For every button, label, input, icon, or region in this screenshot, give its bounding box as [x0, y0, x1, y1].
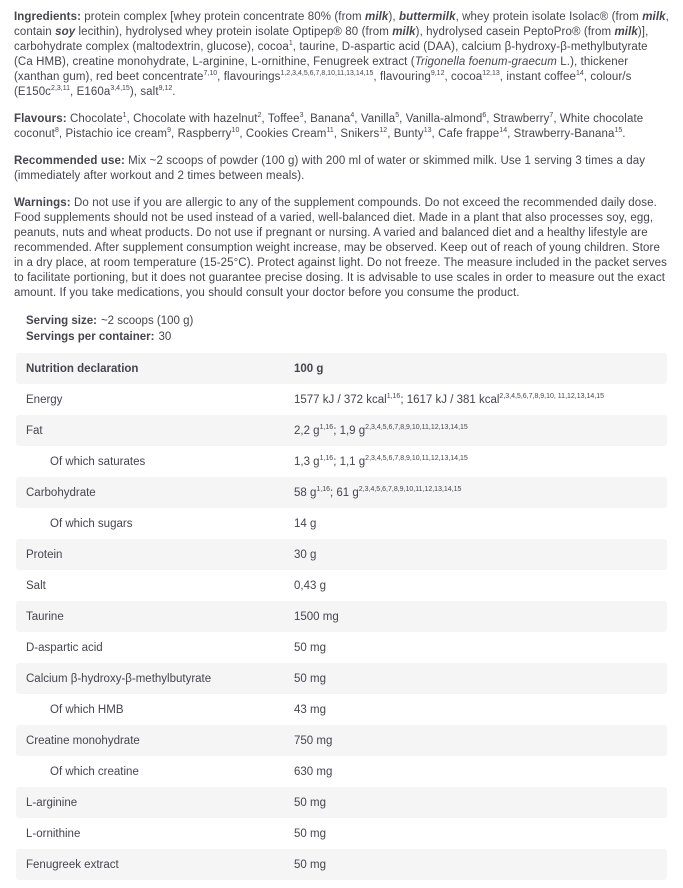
table-row: [16, 384, 667, 415]
nutrient-value: 50 mg: [294, 672, 326, 685]
serving-size-line: [26, 313, 669, 329]
table-header-value: 100 g: [294, 362, 324, 375]
nutrition-table: [16, 353, 667, 880]
servings-per-container-value: 30: [158, 331, 172, 343]
table-row: [16, 632, 667, 663]
nutrient-label: Of which HMB: [50, 703, 124, 716]
nutrient-label: Calcium β-hydroxy-β-methylbutyrate: [26, 672, 212, 685]
table-row: [16, 477, 667, 508]
serving-size-value: ~2 scoops (100 g): [100, 315, 194, 327]
servings-per-container-label: Servings per container:: [26, 331, 155, 343]
nutrient-value: 50 mg: [294, 796, 326, 809]
nutrient-label: Of which sugars: [50, 517, 133, 530]
table-row: [16, 849, 667, 880]
table-row: [16, 415, 667, 446]
table-row: [16, 446, 667, 477]
nutrient-value: 50 mg: [294, 827, 326, 840]
nutrient-value: 50 mg: [294, 858, 326, 871]
serving-info: [26, 313, 669, 345]
nutrient-value: 1500 mg: [294, 610, 339, 623]
nutrient-label: L-arginine: [26, 796, 78, 809]
serving-size-label: Serving size:: [26, 315, 97, 327]
table-row: [16, 694, 667, 725]
table-row: [16, 818, 667, 849]
table-row: [16, 508, 667, 539]
ingredients-paragraph: Ingredients: protein complex [whey protein concentrate 80% (from milk), buttermilk, whey protein isolate Isolac® (from milk, contain soy lecithin), hydrolysed whey protein isolate Optipep® 80 (from milk), hydrolysed casein PeptoPro® (from milk)], carbohydrate complex (maltodextrin, glucose), cocoa$^1$, taurine, D-aspartic acid (DAA), calcium β-hydroxy-β-methylbutyrate (Ca HMB), creatine monohydrate, L-arginine, L-ornithine, Fenugreek extract (Trigonella foenum-graecum L.), thickener (xanthan gum), red beet concentrate$^{7,10}$, flavourings$^{1,2,3,4,5,6,7,8,10,11,13,14,15}$, flavouring$^{9,12}$, cocoa$^{12,13}$, instant coffee$^{14}$, colour/s ($E150c^{2,3,11}$, $E160a^{3,4,15}$), salt$^{9,12}$.: [14, 11, 669, 98]
nutrient-value: 750 mg: [294, 734, 333, 747]
nutrient-label: Salt: [26, 579, 46, 592]
nutrient-value: 1,3 $g^{1,16}$; 1,1 $g^{2,3,4,5,6,7,8,9,10,11,12,13,14,15}$: [294, 454, 468, 468]
table-header-row: [16, 353, 667, 384]
nutrient-value: 0,43 g: [294, 579, 326, 592]
nutrient-label: Fenugreek extract: [26, 858, 119, 871]
nutrient-value: 14 g: [294, 517, 317, 530]
nutrient-label: Carbohydrate: [26, 486, 96, 499]
recommended-use-paragraph: Recommended use: Mix ~2 scoops of powder (100 g) with 200 ml of water or skimmed milk. Use 1 serving 3 times a day (immediately after workout and 2 times between meals).: [14, 155, 646, 182]
table-header-label: Nutrition declaration: [26, 362, 139, 375]
nutrient-value: 50 mg: [294, 641, 326, 654]
nutrient-label: L-ornithine: [26, 827, 81, 840]
nutrient-label: Protein: [26, 548, 63, 561]
table-row: [16, 756, 667, 787]
nutrient-value: 1577 kJ / 372 kcal$^{1,16}$; 1617 kJ / 381 kcal$^{2,3,4,5,6,7,8,9,10, 11,12,13,14,15}$: [294, 392, 604, 406]
table-row: [16, 725, 667, 756]
table-row: [16, 601, 667, 632]
warnings-paragraph: Warnings: Do not use if you are allergic to any of the supplement compounds. Do not exceed the recommended daily dose. Food supplements should not be used instead of a varied, well-balanced diet. Made in a plant that also processes soy, egg, peanuts, nuts and wheat products. Do not use if pregnant or nursing. A varied and balanced diet and a healthy lifestyle are recommended. After supplement consumption weight increase, may be observed. Keep out of reach of young children. Store in a dry place, at room temperature (15-25°C). Protect against light. Do not freeze. The measure included in the packet serves to facilitate portioning, but it does not guarantee precise dosing. It is advisable to use scales in order to measure out the exact amount. If you take medications, you should consult your doctor before you consume the product.: [14, 197, 668, 299]
flavours-paragraph: Flavours: Chocolate$^1$, Chocolate with hazelnut$^2$, Toffee$^3$, Banana$^4$, Vanilla$^5$, Vanilla-almond$^6$, Strawberry$^7$, White chocolate coconut$^8$, Pistachio ice cream$^9$, Raspberry$^{10}$, Cookies Cream$^{11}$, Snikers$^{12}$, Bunty$^{13}$, Cafe frappe$^{14}$, Strawberry-Banana$^{15}$.: [14, 112, 644, 140]
nutrient-label: Fat: [26, 424, 43, 437]
nutrient-label: Energy: [26, 393, 63, 406]
nutrient-label: Creatine monohydrate: [26, 734, 140, 747]
nutrient-label: Of which saturates: [50, 455, 146, 468]
nutrient-value: 43 mg: [294, 703, 326, 716]
table-row: [16, 663, 667, 694]
table-row: [16, 539, 667, 570]
servings-per-container-line: [26, 329, 669, 345]
table-row: [16, 570, 667, 601]
table-row: [16, 787, 667, 818]
nutrient-label: Taurine: [26, 610, 64, 623]
nutrient-value: 2,2 $g^{1,16}$; 1,9 $g^{2,3,4,5,6,7,8,9,10,11,12,13,14,15}$: [294, 423, 468, 437]
nutrient-label: D-aspartic acid: [26, 641, 103, 654]
nutrient-value: 30 g: [294, 548, 317, 561]
nutrient-value: 630 mg: [294, 765, 333, 778]
nutrient-label: Of which creatine: [50, 765, 139, 778]
nutrient-value: 58 $g^{1,16}$; 61 $g^{2,3,4,5,6,7,8,9,10,11,12,13,14,15}$: [294, 485, 462, 499]
